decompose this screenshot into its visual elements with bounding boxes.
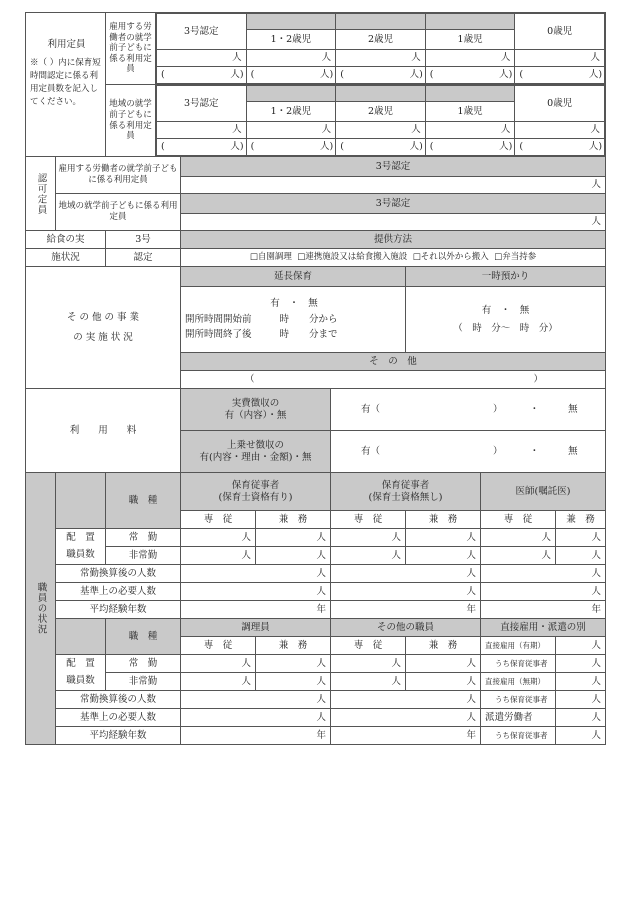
meal-option-partner[interactable]: □連携施設又は給食搬入施設 [297,252,408,263]
dr-fte[interactable]: 人 [481,565,606,583]
nq-ft-con[interactable]: 人 [256,529,331,547]
direct-fixed-nursery-cell[interactable]: 人 [556,655,606,673]
cap-emp-2-cell[interactable]: 人 [336,50,426,67]
meal-options [181,249,606,267]
temporary-care-detail[interactable]: 有 ・ 無 （ 時 分～ 時 分） [406,287,606,353]
nq-pt-ded[interactable]: 人 [181,547,256,565]
nu-pt-ded[interactable]: 人 [331,547,406,565]
parttime-label-upper: 非常勤 [106,547,181,565]
nu-pt-con[interactable]: 人 [406,547,481,565]
cap-loc-12-cell[interactable]: 人 [246,122,336,139]
extended-care-detail[interactable]: 有 ・ 無 開所時間開始前 時 分から 開所時間終了後 時 分まで [181,287,406,353]
staff-count-label-lower: 職員数 [56,673,106,691]
direct-fixed-cell[interactable]: 人 [556,637,606,655]
meal-label-bottom: 施状況 [26,249,106,267]
cap-loc-3go-short[interactable]: ( 人) [157,139,247,156]
fees-actual-label: 実費徴収の 有（内容）・無 [181,389,331,431]
direct-fixed-label: 直接雇用（有期） [481,637,556,655]
cap-emp-2-short[interactable]: ( 人) [336,67,426,84]
nq-required[interactable]: 人 [181,583,331,601]
dr-pt-con[interactable]: 人 [556,547,606,565]
staff-col-cook: 調理員 [181,619,331,637]
col-1sai: 1歳児 [425,102,515,122]
avg-years-label-lower: 平均経験年数 [56,727,181,745]
col-3go: 3号認定 [157,14,247,50]
cook-fte[interactable]: 人 [181,691,331,709]
capacity-grid-local [156,85,605,156]
cap-loc-3go-cell[interactable]: 人 [157,122,247,139]
other-avg-years[interactable]: 年 [331,727,481,745]
staff-type-label-lower: 職 種 [106,619,181,655]
other-dedicated-header: 専 従 [331,637,406,655]
other-concurrent-header: 兼 務 [406,637,481,655]
staff-col-doctor: 医師(嘱託医) [481,473,606,511]
cap-emp-3go-short[interactable]: ( 人) [157,67,247,84]
fees-actual-cell[interactable]: 有（ ） ・ 無 [331,389,606,431]
meal-option-other[interactable]: □それ以外から搬入 [412,252,489,263]
approved-header-local: 3号認定 [181,194,606,214]
cook-required[interactable]: 人 [181,709,331,727]
approved-header-employee: 3号認定 [181,157,606,177]
capacity-note: ※（ ）内に保育短時間認定に係る利用定員数を記入してください。 [30,57,101,108]
capacity-row-local-label: 地域の就学前子どもに係る利用定員 [106,85,156,157]
nu-avg-years[interactable]: 年 [331,601,481,619]
cook-dedicated-header: 専 従 [181,637,256,655]
other-ft-ded[interactable]: 人 [331,655,406,673]
cook-ft-con[interactable]: 人 [256,655,331,673]
meal-cert-top: 3号 [106,231,181,249]
meal-label-top: 給食の実 [26,231,106,249]
others-cell[interactable]: （ ） [181,371,606,389]
cap-emp-12-short[interactable]: ( 人) [246,67,336,84]
direct-open-label: 直接雇用（無期） [481,673,556,691]
cap-loc-1-cell[interactable]: 人 [425,122,515,139]
cap-loc-2-cell[interactable]: 人 [336,122,426,139]
cap-emp-1-short[interactable]: ( 人) [425,67,515,84]
staff-count-label-upper: 職員数 [56,547,106,565]
cap-loc-2-short[interactable]: ( 人) [336,139,426,156]
other-ft-con[interactable]: 人 [406,655,481,673]
meal-method-header: 提供方法 [181,231,606,249]
staff-col-employment-type: 直接雇用・派遣の別 [481,619,606,637]
fees-label: 利 用 料 [26,389,181,473]
temporary-care-header: 一時預かり [406,267,606,287]
col-0sai: 0歳児 [515,14,605,50]
placement-label-upper: 配 置 [56,529,106,547]
col-12sai: 1・2歳児 [246,102,336,122]
cap-loc-1-short[interactable]: ( 人) [425,139,515,156]
approved-local-cell[interactable]: 人 [181,214,606,231]
cap-emp-3go-cell[interactable]: 人 [157,50,247,67]
other-fte[interactable]: 人 [331,691,481,709]
dr-dedicated-header: 専 従 [481,511,556,529]
cap-emp-0-short[interactable]: ( 人) [515,67,605,84]
staff-col-other: その他の職員 [331,619,481,637]
dispatch-nursery-cell[interactable]: 人 [556,727,606,745]
col-2sai: 2歳児 [336,102,426,122]
other-pt-ded[interactable]: 人 [331,673,406,691]
other-required[interactable]: 人 [331,709,481,727]
dr-ft-ded[interactable]: 人 [481,529,556,547]
col-2sai: 2歳児 [336,30,426,50]
avg-years-label-upper: 平均経験年数 [56,601,181,619]
facility-form [25,12,606,745]
fte-label-upper: 常勤換算後の人数 [56,565,181,583]
dr-required[interactable]: 人 [481,583,606,601]
nq-dedicated-header: 専 従 [181,511,256,529]
placement-label-lower: 配 置 [56,655,106,673]
other-pt-con[interactable]: 人 [406,673,481,691]
other-label: そ の 他 の 事 業 の 実 施 状 況 [26,267,181,389]
cook-pt-con[interactable]: 人 [256,673,331,691]
fulltime-label-upper: 常 勤 [106,529,181,547]
cook-avg-years[interactable]: 年 [181,727,331,745]
dispatch-label: 派遣労働者 [481,709,556,727]
col-0sai: 0歳児 [515,86,605,122]
direct-open-nursery-label: うち保育従事者 [481,691,556,709]
cook-pt-ded[interactable]: 人 [181,673,256,691]
cap-emp-0-cell[interactable]: 人 [515,50,605,67]
approved-employee-cell[interactable]: 人 [181,177,606,194]
nu-fte[interactable]: 人 [331,565,481,583]
nq-concurrent-header: 兼 務 [256,511,331,529]
col-1sai: 1歳児 [425,30,515,50]
staff-col-nursery-unqualified: 保育従事者 (保育士資格無し) [331,473,481,511]
cap-loc-0-short[interactable]: ( 人) [515,139,605,156]
required-label-upper: 基準上の必要人数 [56,583,181,601]
col-3go: 3号認定 [157,86,247,122]
meal-option-self[interactable]: □自園調理 [249,252,292,263]
dr-avg-years[interactable]: 年 [481,601,606,619]
nq-fte[interactable]: 人 [181,565,331,583]
nu-ft-ded[interactable]: 人 [331,529,406,547]
fees-extra-label: 上乗せ徴収の 有(内容・理由・金額)・無 [181,431,331,473]
staff-type-label-upper: 職 種 [106,473,181,529]
direct-open-cell[interactable]: 人 [556,673,606,691]
approved-row-local-label: 地域の就学前子どもに係る利用定員 [56,194,181,231]
staff-col-nursery-qualified: 保育従事者 (保育士資格有り) [181,473,331,511]
cook-concurrent-header: 兼 務 [256,637,331,655]
approved-label: 認可定員 [26,157,56,231]
cook-ft-ded[interactable]: 人 [181,655,256,673]
nu-concurrent-header: 兼 務 [406,511,481,529]
dispatch-cell[interactable]: 人 [556,709,606,727]
col-12sai: 1・2歳児 [246,30,336,50]
dispatch-nursery-label: うち保育従事者 [481,727,556,745]
nu-ft-con[interactable]: 人 [406,529,481,547]
nq-avg-years[interactable]: 年 [181,601,331,619]
direct-open-nursery-cell[interactable]: 人 [556,691,606,709]
cap-loc-12-short[interactable]: ( 人) [246,139,336,156]
extended-care-header: 延長保育 [181,267,406,287]
nq-pt-con[interactable]: 人 [256,547,331,565]
cap-loc-0-cell[interactable]: 人 [515,122,605,139]
nu-dedicated-header: 専 従 [331,511,406,529]
approved-row-employee-label: 雇用する労働者の就学前子どもに係る利用定員 [56,157,181,194]
capacity-section [26,13,106,157]
capacity-grid-employee [156,13,605,84]
fte-label-lower: 常勤換算後の人数 [56,691,181,709]
nu-required[interactable]: 人 [331,583,481,601]
nq-ft-ded[interactable]: 人 [181,529,256,547]
staff-label: 職員の状況 [26,473,56,745]
meal-option-bento[interactable]: □弁当持参 [494,252,537,263]
parttime-label-lower: 非常勤 [106,673,181,691]
dr-concurrent-header: 兼 務 [556,511,606,529]
required-label-lower: 基準上の必要人数 [56,709,181,727]
dr-ft-con[interactable]: 人 [556,529,606,547]
capacity-label: 利用定員 [47,39,86,50]
fulltime-label-lower: 常 勤 [106,655,181,673]
direct-fixed-nursery-label: うち保育従事者 [481,655,556,673]
capacity-row-employee-label: 雇用する労働者の就学前子どもに係る利用定員 [106,13,156,85]
fees-extra-cell[interactable]: 有（ ） ・ 無 [331,431,606,473]
others-header: そ の 他 [181,353,606,371]
dr-pt-ded[interactable]: 人 [481,547,556,565]
meal-cert-bottom: 認定 [106,249,181,267]
cap-emp-12-cell[interactable]: 人 [246,50,336,67]
cap-emp-1-cell[interactable]: 人 [425,50,515,67]
